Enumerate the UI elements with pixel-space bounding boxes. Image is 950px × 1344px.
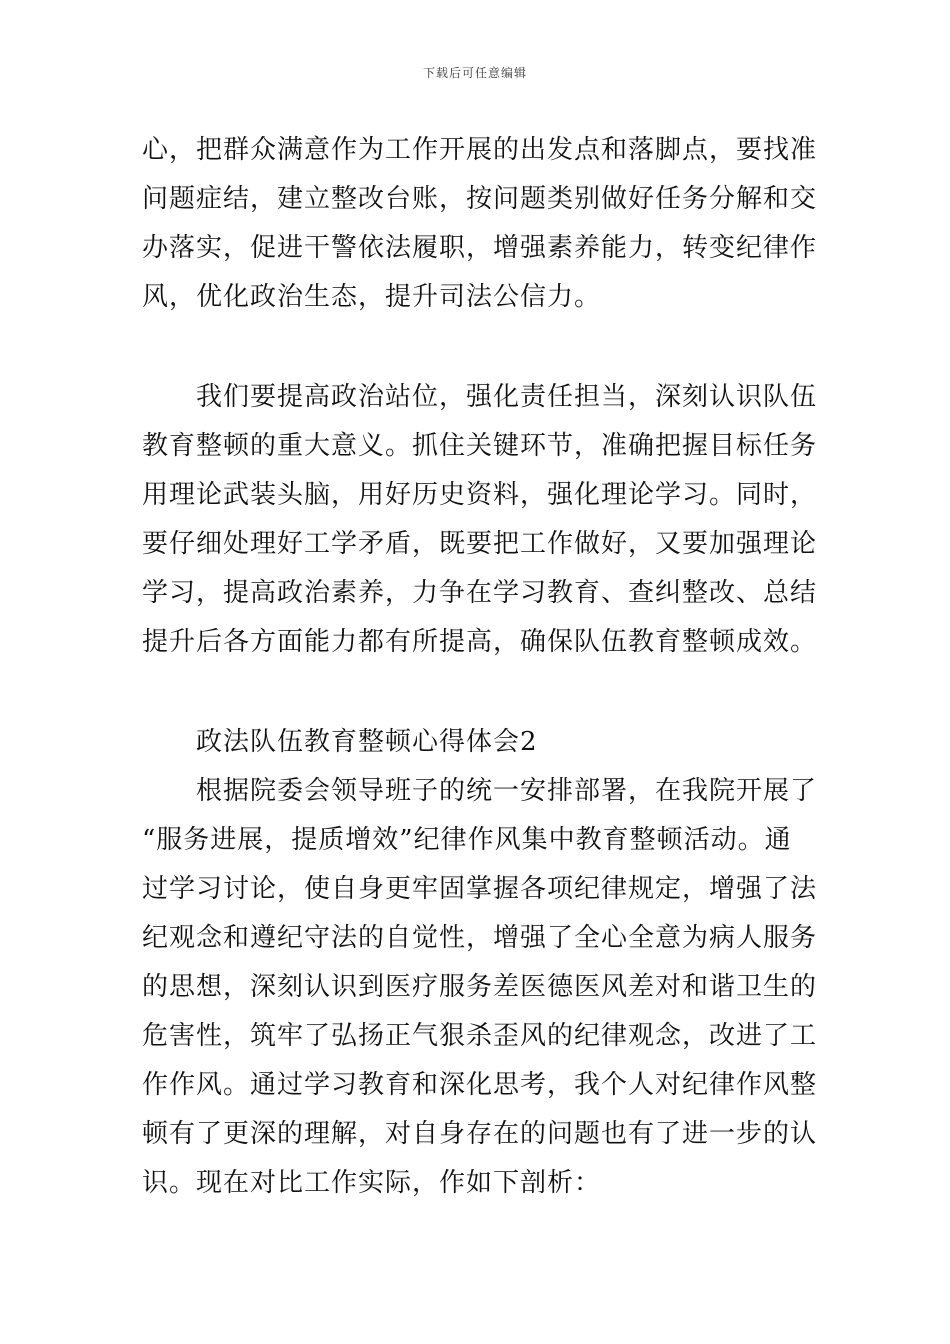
heading-text: 政法队伍教育整顿心得体会2 xyxy=(196,727,538,757)
paragraph-rectification xyxy=(142,767,818,1208)
text-line: 风，优化政治生态，提升司法公信力。 xyxy=(142,282,602,312)
text-line: 识。现在对比工作实际，作如下剖析： xyxy=(142,1168,602,1198)
text-line: 提升后各方面能力都有所提高，确保队伍教育整顿成效。 xyxy=(142,627,818,657)
paragraph-continuation xyxy=(142,126,818,322)
text-line: 问题症结，建立整改台账，按问题类别做好任务分解和交 xyxy=(142,184,818,214)
text-line: 要仔细处理好工学矛盾，既要把工作做好，又要加强理论 xyxy=(142,529,818,559)
text-line: 根据院委会领导班子的统一安排部署，在我院开展了 xyxy=(196,776,818,806)
text-line: “服务进展，提质增效”纪律作风集中教育整顿活动。通 xyxy=(142,825,792,855)
header-note: 下载后可任意编辑 xyxy=(422,66,527,80)
text-line: 危害性，筑牢了弘扬正气狠杀歪风的纪律观念，改进了工 xyxy=(142,1021,818,1051)
text-line: 用理论武装头脑，用好历史资料，强化理论学习。同时， xyxy=(142,480,818,510)
text-line: 的思想，深刻认识到医疗服务差医德医风差对和谐卫生的 xyxy=(142,972,818,1002)
text-line: 教育整顿的重大意义。抓住关键环节，准确把握目标任务 xyxy=(142,431,818,461)
text-line: 学习，提高政治素养，力争在学习教育、查纠整改、总结 xyxy=(142,578,818,608)
text-line: 办落实，促进干警依法履职，增强素养能力，转变纪律作 xyxy=(142,233,818,263)
text-line: 作作风。通过学习教育和深化思考，我个人对纪律作风整 xyxy=(142,1070,818,1100)
text-line: 顿有了更深的理解，对自身存在的问题也有了进一步的认 xyxy=(142,1119,818,1149)
text-line: 纪观念和遵纪守法的自觉性，增强了全心全意为病人服务 xyxy=(142,923,818,953)
paragraph-political-stance xyxy=(142,373,818,667)
section-heading xyxy=(142,718,812,767)
text-line: 我们要提高政治站位，强化责任担当，深刻认识队伍 xyxy=(196,382,818,412)
text-line: 心，把群众满意作为工作开展的出发点和落脚点，要找准 xyxy=(142,135,818,165)
text-line: 过学习讨论，使自身更牢固掌握各项纪律规定，增强了法 xyxy=(142,874,818,904)
